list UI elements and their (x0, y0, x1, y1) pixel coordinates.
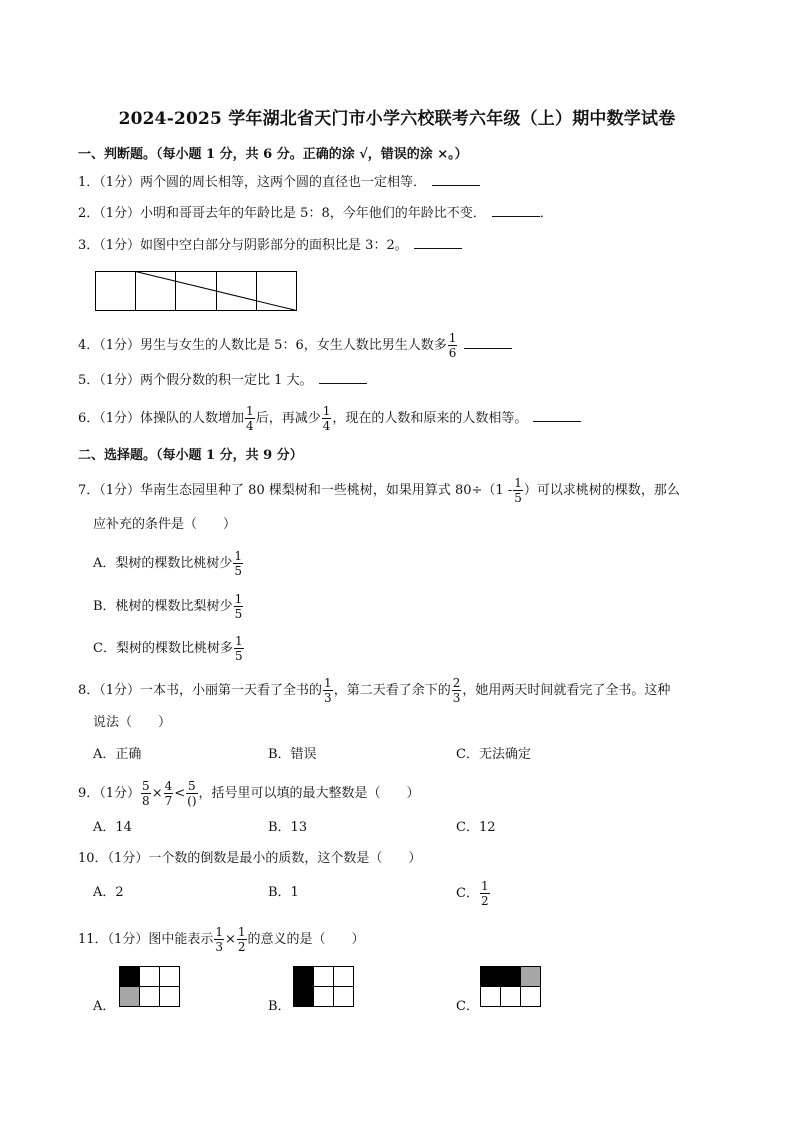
q10-option-c[interactable]: C． $\frac{1}{2}$ (456, 879, 489, 908)
q8-option-c[interactable]: C．无法确定 (456, 747, 531, 762)
question-9: 9．（1分） $\frac{5}{8}$ × $\frac{4}{7}$ < $\frac{5}{()}$ ，括号里可以填的最大整数是（ ） (78, 779, 420, 808)
q11-option-b-grid[interactable] (293, 966, 355, 1008)
q8-option-b[interactable]: B．错误 (268, 747, 317, 762)
question-2: 2．（1分）小明和哥哥去年的年龄比是 5：8，今年他们的年龄比不变． ． (78, 206, 553, 221)
q7-option-a[interactable]: A．梨树的棵数比桃树少 $\frac{1}{5}$ (93, 549, 243, 578)
question-4: 4．（1分）男生与女生的人数比是 5：6，女生人数比男生人数多 $\frac{1}{6}$ (78, 331, 512, 360)
q11-option-a-grid[interactable] (119, 966, 181, 1008)
section-judgement-header: 一、判断题。（每小题 1 分，共 6 分。正确的涂 √，错误的涂 ×。） (78, 147, 468, 162)
q9-option-a[interactable]: A．14 (93, 820, 132, 835)
question-6: 6．（1分）体操队的人数增加 $\frac{1}{4}$ 后，再减少 $\frac{1}{4}$ ，现在的人数和原来的人数相等。 (78, 404, 581, 433)
q9-option-b[interactable]: B．13 (268, 820, 308, 835)
q7-option-c[interactable]: C．梨树的棵数比桃树多 $\frac{1}{5}$ (93, 634, 243, 663)
question-8-continued: 说法（ ） (93, 715, 172, 730)
fraction-1-4: $\frac{1}{4}$ (322, 404, 331, 433)
answer-blank[interactable] (464, 336, 512, 349)
answer-blank[interactable] (533, 409, 581, 422)
answer-blank[interactable] (414, 236, 462, 249)
q9-option-c[interactable]: C．12 (456, 820, 496, 835)
question-7-continued: 应补充的条件是（ ） (93, 517, 237, 532)
shaded-rectangle-figure (95, 271, 297, 311)
q7-option-b[interactable]: B．桃树的棵数比梨树少 $\frac{1}{5}$ (93, 592, 243, 621)
question-7: 7．（1分）华南生态园里种了 80 棵梨树和一些桃树，如果用算式 80÷（1 - $\frac{1}{5}$ ）可以求桃树的棵数，那么 (78, 476, 680, 505)
q8-option-a[interactable]: A．正确 (93, 747, 142, 762)
answer-blank[interactable] (319, 371, 367, 384)
answer-blank[interactable] (432, 173, 480, 186)
answer-blank[interactable] (492, 204, 540, 217)
question-8: 8．（1分）一本书，小丽第一天看了全书的 $\frac{1}{3}$ ，第二天看了余下的 $\frac{2}{3}$ ，她用两天时间就看完了全书。这种 (78, 676, 671, 705)
question-3: 3．（1分）如图中空白部分与阴影部分的面积比是 3：2。 (78, 236, 462, 256)
fraction-1-6: $\frac{1}{6}$ (448, 331, 457, 360)
fraction-1-4: $\frac{1}{4}$ (246, 404, 254, 433)
question-1: 1．（1分）两个圆的周长相等，这两个圆的直径也一定相等． (78, 173, 480, 193)
question-10: 10．（1分）一个数的倒数是最小的质数，这个数是（ ） (78, 851, 422, 866)
q11-option-c-label[interactable]: C． (456, 999, 479, 1014)
fraction-1-5: $\frac{1}{5}$ (514, 476, 522, 505)
q11-option-b-label[interactable]: B． (268, 999, 291, 1014)
page-title: 2024-2025 学年湖北省天门市小学六校联考六年级（上）期中数学试卷 (118, 109, 676, 129)
q10-option-a[interactable]: A．2 (93, 885, 124, 900)
section-choice-header: 二、选择题。（每小题 1 分，共 9 分） (78, 448, 303, 463)
q10-option-b[interactable]: B．1 (268, 885, 299, 900)
question-5: 5．（1分）两个假分数的积一定比 1 大。 (78, 371, 367, 391)
q11-option-a-label[interactable]: A． (93, 999, 116, 1014)
q11-option-c-grid[interactable] (480, 966, 542, 1008)
question-11: 11．（1分）图中能表示 $\frac{1}{3}$ × $\frac{1}{2}$ 的意义的是（ ） (78, 925, 365, 954)
